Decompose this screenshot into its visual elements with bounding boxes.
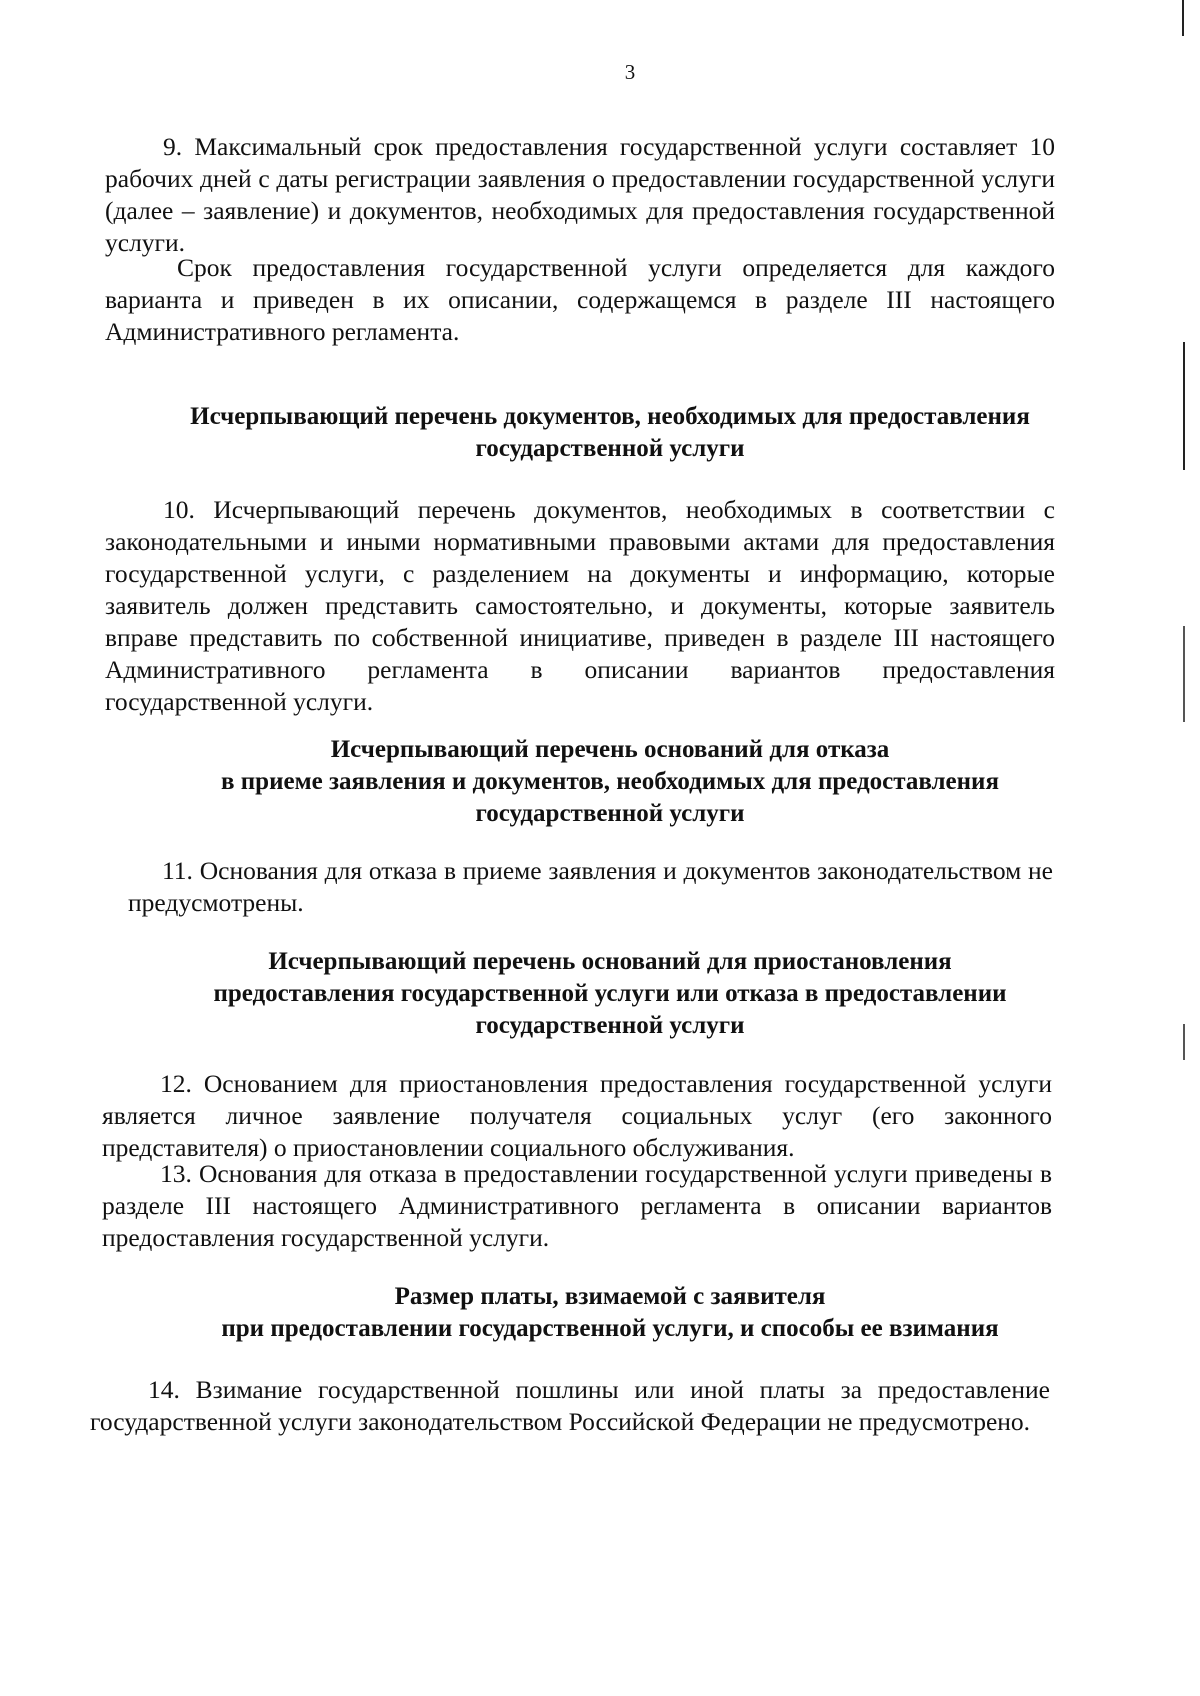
paragraph-10	[105, 494, 1055, 718]
paragraph-11	[128, 855, 1053, 919]
paragraph-10-text: 10. Исчерпывающий перечень документов, необходимых в соответствии с законодательными и иными нормативными правовыми актами для предоставления государственной услуги, с разделением на документы и информацию, которые заявитель должен представить самостоятельно, и документы, которые заявитель вправе представить по собственной инициативе, приведен в разделе III настоящего Административного регламента в описании вариантов предоставления государственной услуги.	[105, 495, 1055, 716]
paragraph-9	[105, 131, 1055, 259]
scan-margin-line	[1183, 1024, 1185, 1060]
paragraph-11-text: 11. Основания для отказа в приеме заявления и документов законодательством не предусмотрены.	[128, 856, 1053, 917]
scan-margin-line	[1183, 626, 1185, 722]
paragraph-14-text: 14. Взимание государственной пошлины или иной платы за предоставление государственной услуги законодательством Российской Федерации не предусмотрено.	[90, 1375, 1050, 1436]
heading-refusal-acceptance	[100, 734, 1120, 830]
heading-line: государственной услуги	[475, 435, 745, 462]
paragraph-14	[90, 1374, 1050, 1438]
heading-payment	[100, 1281, 1120, 1345]
heading-suspension-refusal	[100, 946, 1120, 1042]
heading-line: Исчерпывающий перечень оснований для приостановления	[268, 948, 952, 975]
heading-line: государственной услуги	[475, 800, 745, 827]
heading-line: государственной услуги	[475, 1012, 745, 1039]
heading-line: в приеме заявления и документов, необходимых для предоставления	[221, 768, 999, 795]
scan-margin-line	[1183, 342, 1185, 470]
heading-documents-list	[100, 401, 1120, 465]
heading-line: Исчерпывающий перечень документов, необходимых для предоставления	[190, 403, 1030, 430]
paragraph-9-term	[105, 252, 1055, 348]
heading-line: Исчерпывающий перечень оснований для отказа	[330, 736, 890, 763]
page-number: 3	[624, 60, 636, 84]
heading-line: Размер платы, взимаемой с заявителя	[394, 1283, 826, 1310]
paragraph-12-text: 12. Основанием для приостановления предоставления государственной услуги является личное заявление получателя социальных услуг (его законного представителя) о приостановлении социального обслуживания.	[102, 1069, 1052, 1162]
paragraph-12	[102, 1068, 1052, 1164]
heading-line: предоставления государственной услуги или отказа в предоставлении	[213, 980, 1007, 1007]
paragraph-9-text: 9. Максимальный срок предоставления государственной услуги составляет 10 рабочих дней с даты регистрации заявления о предоставлении государственной услуги (далее – заявление) и документов, необходимых для предоставления государственной услуги.	[105, 132, 1055, 257]
paragraph-13	[102, 1158, 1052, 1254]
paragraph-9-term-text: Срок предоставления государственной услуги определяется для каждого варианта и приведен в их описании, содержащемся в разделе III настоящего Административного регламента.	[105, 253, 1055, 346]
scan-margin-line	[1182, 0, 1184, 36]
heading-line: при предоставлении государственной услуги, и способы ее взимания	[221, 1315, 999, 1342]
paragraph-13-text: 13. Основания для отказа в предоставлении государственной услуги приведены в разделе III настоящего Административного регламента в описании вариантов предоставления государственной услуги.	[102, 1159, 1052, 1252]
